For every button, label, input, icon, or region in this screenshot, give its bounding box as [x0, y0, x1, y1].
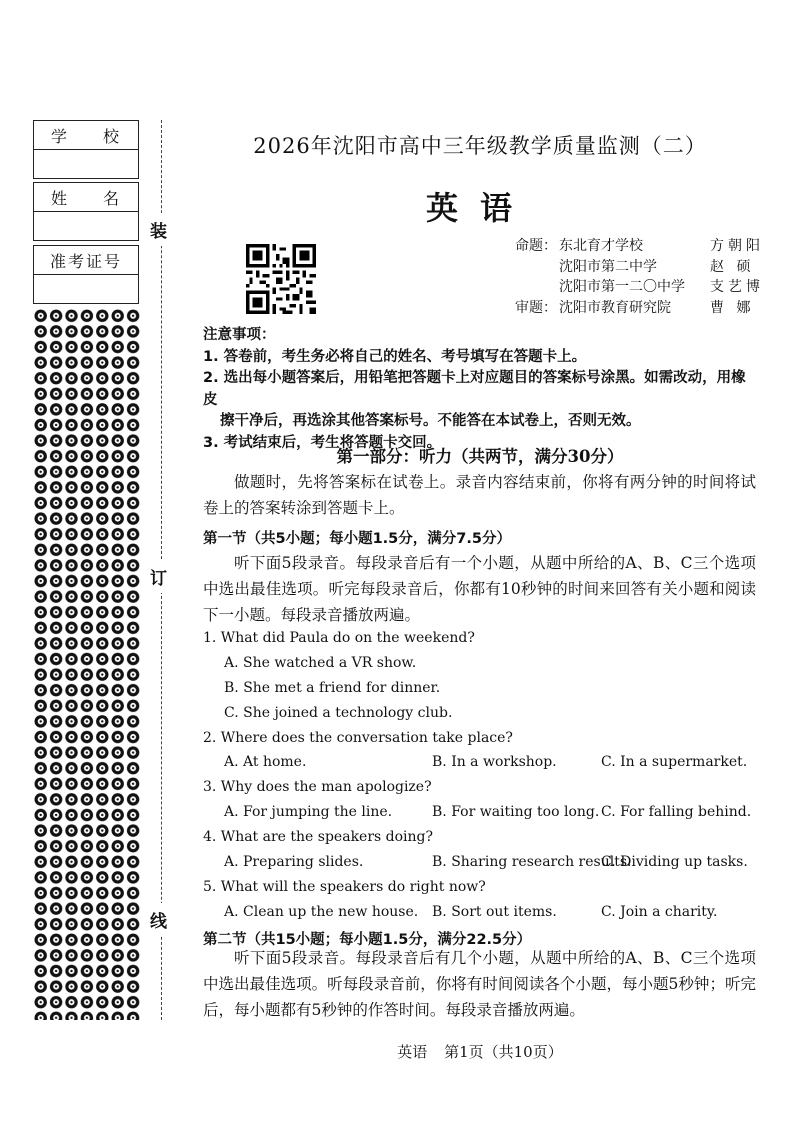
- exam-number-label: 准考证号: [34, 246, 138, 275]
- footer-page-number: 第1页（共10页）: [444, 1043, 563, 1061]
- seal-char-xian: 线: [150, 903, 167, 936]
- answer-option[interactable]: B. In a workshop.: [432, 754, 557, 770]
- subject-title: 英语: [425, 189, 534, 227]
- answer-option[interactable]: B. For waiting too long.: [432, 804, 600, 820]
- page-footer: [200, 1041, 760, 1062]
- answer-option[interactable]: B. She met a friend for dinner.: [224, 680, 441, 696]
- answer-option[interactable]: C. She joined a technology club.: [224, 705, 453, 721]
- part1-title: 第一部分：听力（共两节，满分30分）: [336, 447, 624, 466]
- author-row: 沈阳市第一二〇中学 支艺博: [559, 279, 764, 295]
- answer-option[interactable]: B. Sharing research results.: [432, 854, 632, 870]
- name-blank[interactable]: [34, 212, 138, 240]
- school-label: 学 校: [34, 121, 138, 150]
- question-stem: 2. Where does the conversation take place?: [203, 730, 513, 746]
- question-stem: 1. What did Paula do on the weekend?: [203, 630, 475, 646]
- school-field: [33, 120, 139, 179]
- name-label: 姓 名: [34, 183, 138, 212]
- authors-block: [515, 236, 775, 318]
- section2-title: 第二节（共15小题；每小题1.5分，满分22.5分）: [203, 932, 532, 948]
- exam-number-field: [33, 245, 139, 304]
- answer-option[interactable]: A. At home.: [224, 754, 307, 770]
- answer-option[interactable]: C. Dividing up tasks.: [601, 854, 748, 870]
- answer-option[interactable]: A. Clean up the new house.: [224, 904, 419, 920]
- answer-option[interactable]: A. She watched a VR show.: [224, 655, 417, 671]
- note-item: 2. 选出每小题答案后，用铅笔把答题卡上对应题目的答案标号涂黑。如需改动，用橡皮 擦干净后，再选涂其他答案标号。不能答在本试卷上，否则无效。: [203, 370, 746, 429]
- qr-code-icon: [246, 244, 316, 314]
- section1-instructions: 听下面5段录音。每段录音后有一个小题，从题中所给的A、B、C三个选项中选出最佳选项。听完每段录音后，你都有10秒钟的时间来回答有关小题和阅读下一小题。每段录音播放两遍。: [203, 554, 756, 624]
- author-row: 沈阳市第二中学 赵 硕: [559, 258, 755, 275]
- name-field: [33, 182, 139, 241]
- part1-intro: 做题时，先将答案标在试卷上。录音内容结束前，你将有两分钟的时间将试卷上的答案转涂到答题卡上。: [203, 473, 756, 517]
- section1-title: 第一节（共5小题；每小题1.5分，满分7.5分）: [203, 531, 511, 547]
- answer-option[interactable]: A. For jumping the line.: [224, 804, 393, 820]
- school-blank[interactable]: [34, 150, 138, 178]
- question-stem: 5. What will the speakers do right now?: [203, 879, 486, 895]
- seal-char-ding: 订: [150, 560, 167, 593]
- question-stem: 3. Why does the man apologize?: [203, 779, 432, 795]
- answer-option[interactable]: C. Join a charity.: [601, 904, 718, 920]
- notes-block: [203, 325, 756, 454]
- answer-option[interactable]: C. In a supermarket.: [601, 754, 748, 770]
- notes-title: 注意事项：: [203, 327, 276, 343]
- decorative-gear-pattern: [33, 308, 141, 1020]
- note-item: 3. 考试结束后，考生将答题卡交回。: [203, 434, 442, 451]
- author-row: 命题： 东北育才学校 方朝阳: [515, 238, 764, 254]
- section2-instructions: 听下面5段录音。每段录音后有几个小题，从题中所给的A、B、C三个选项中选出最佳选项。听每段录音前，你将有时间阅读各个小题，每小题5秒钟；听完后，每小题都有5秒钟的作答时间。每段录音播放两遍。: [203, 949, 756, 1019]
- answer-option[interactable]: B. Sort out items.: [432, 904, 557, 920]
- author-row: 审题： 沈阳市教育研究院 曹 娜: [515, 299, 755, 316]
- exam-title: 2026年沈阳市高中三年级教学质量监测（二）: [253, 134, 707, 158]
- seal-char-zhuang: 装: [150, 213, 167, 246]
- exam-number-blank[interactable]: [34, 275, 138, 303]
- footer-subject: 英语: [397, 1043, 428, 1061]
- answer-option[interactable]: C. For falling behind.: [601, 804, 752, 820]
- note-item: 1. 答卷前，考生务必将自己的姓名、考号填写在答题卡上。: [203, 348, 587, 365]
- answer-option[interactable]: A. Preparing slides.: [224, 854, 364, 870]
- question-stem: 4. What are the speakers doing?: [203, 829, 434, 845]
